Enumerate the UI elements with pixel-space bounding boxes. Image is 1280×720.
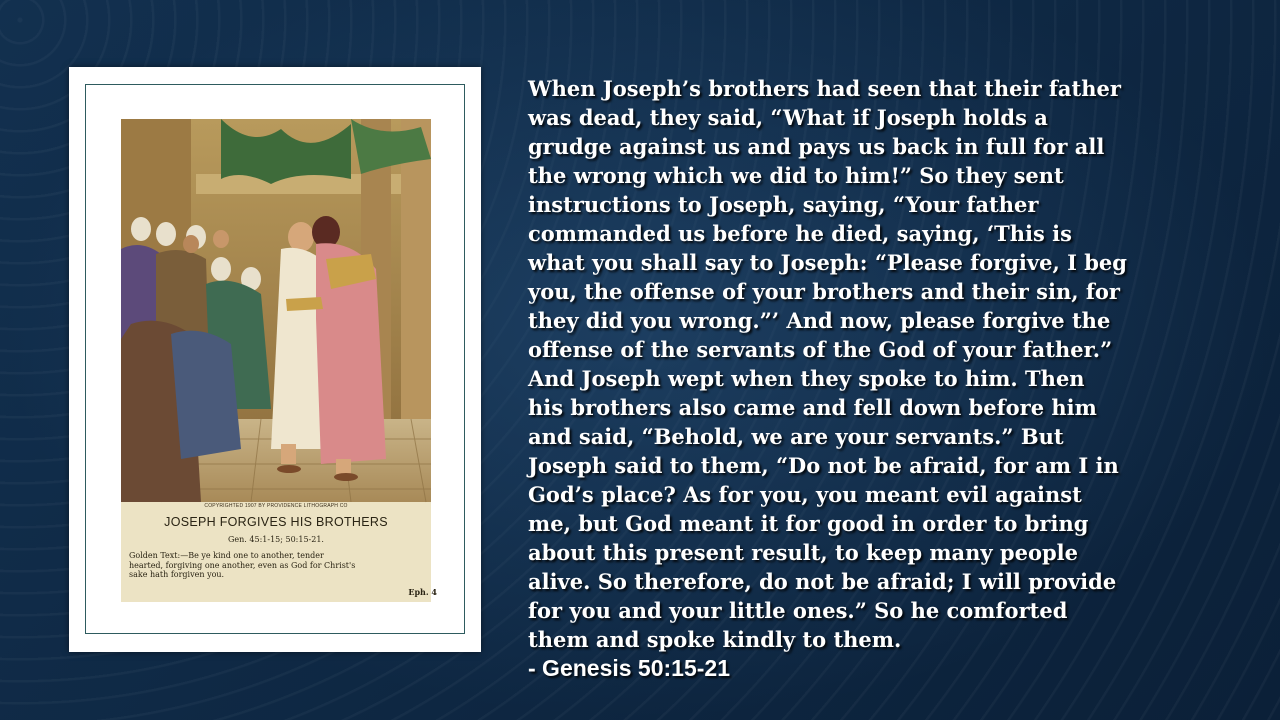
scripture-line: what you shall say to Joseph: “Please forgive, I beg — [528, 250, 1127, 275]
golden-text-line: hearted, forgiving one another, even as God for Christ's — [129, 560, 356, 570]
scripture-line: and said, “Behold, we are your servants.” But — [528, 424, 1064, 449]
card-reference: Gen. 45:1-15; 50:15-21. — [228, 535, 324, 544]
golden-text-line: Golden Text:—Be ye kind one to another, tender — [129, 551, 324, 560]
scripture-line: about this present result, to keep many people — [528, 540, 1079, 565]
scripture-line: was dead, they said, “What if Joseph holds a — [528, 105, 1048, 130]
scripture-citation: - Genesis 50:15-21 — [528, 655, 731, 681]
scripture-line: commanded us before he died, saying, ‘This is — [528, 221, 1072, 246]
scripture-line: his brothers also came and fell down before him — [528, 395, 1097, 420]
scripture-line: you, the offense of your brothers and their sin, for — [528, 279, 1120, 304]
scripture-line: alive. So therefore, do not be afraid; I will provide — [528, 569, 1117, 594]
scripture-line: me, but God meant it for good in order to bring — [528, 511, 1089, 536]
scripture-passage — [528, 74, 1268, 683]
scripture-line: the wrong which we did to him!” So they sent — [528, 163, 1064, 188]
scripture-line: for you and your little ones.” So he comforted — [528, 598, 1068, 623]
scripture-line: And Joseph wept when they spoke to him. Then — [528, 366, 1085, 391]
golden-text-reference: Eph. 4 — [408, 587, 437, 597]
golden-text-line: sake hath forgiven you. — [129, 570, 225, 579]
scripture-line: When Joseph’s brothers had seen that their father — [528, 76, 1121, 101]
copyright-notice: COPYRIGHTED 1907 BY PROVIDENCE LITHOGRAPH CO — [204, 503, 348, 509]
joseph-embrace-illustration — [121, 119, 431, 502]
scripture-line: offense of the servants of the God of your father.” — [528, 337, 1113, 362]
lesson-card — [121, 119, 437, 602]
scripture-line: grudge against us and pays us back in full for all — [528, 134, 1105, 159]
card-title: JOSEPH FORGIVES HIS BROTHERS — [164, 515, 388, 529]
scripture-line: instructions to Joseph, saying, “Your father — [528, 192, 1039, 217]
scripture-line: Joseph said to them, “Do not be afraid, for am I in — [528, 453, 1119, 478]
scripture-line: them and spoke kindly to them. — [528, 627, 902, 652]
scripture-line: they did you wrong.”’ And now, please forgive the — [528, 308, 1111, 333]
scripture-line: God’s place? As for you, you meant evil against — [528, 482, 1082, 507]
picture-frame — [69, 67, 481, 652]
golden-text — [129, 551, 439, 580]
